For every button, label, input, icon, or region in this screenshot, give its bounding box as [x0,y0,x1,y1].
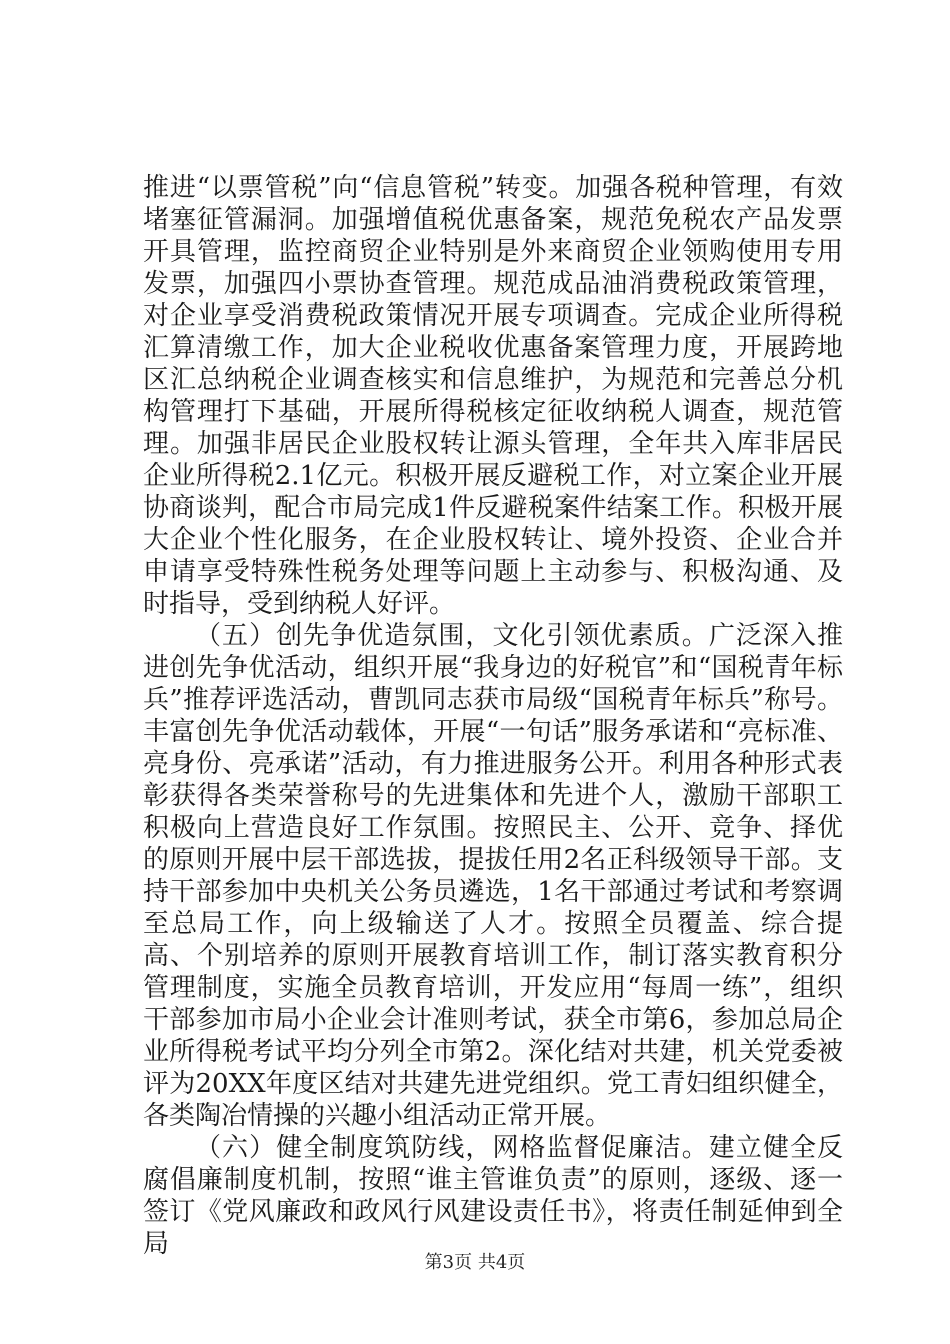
paragraph-tax-management: 推进“以票管税”向“信息管税”转变。加强各税种管理，有效堵塞征管漏洞。加强增值税优惠备案，规范免税农产品发票开具管理，监控商贸企业特别是外来商贸企业领购使用专用发票，加强四小票协查管理。规范成品油消费税政策管理，对企业享受消费税政策情况开展专项调查。完成企业所得税汇算清缴工作，加大企业税收优惠备案管理力度，开展跨地区汇总纳税企业调查核实和信息维护，为规范和完善总分机构管理打下基础，开展所得税核定征收纳税人调查，规范管理。加强非居民企业股权转让源头管理，全年共入库非居民企业所得税2.1亿元。积极开展反避税工作，对立案企业开展协商谈判，配合市局完成1件反避税案件结案工作。积极开展大企业个性化服务，在企业股权转让、境外投资、企业合并申请享受特殊性税务处理等问题上主动参与、积极沟通、及时指导，受到纳税人好评。 [143,173,843,619]
paragraph-section-five: （五）创先争优造氛围，文化引领优素质。广泛深入推进创先争优活动，组织开展“我身边的好税官”和“国税青年标兵”推荐评选活动，曹凯同志获市局级“国税青年标兵”称号。丰富创先争优活动载体，开展“一句话”服务承诺和“亮标准、亮身份、亮承诺”活动，有力推进服务公开。利用各种形式表彰获得各类荣誉称号的先进集体和先进个人，激励干部职工积极向上营造良好工作氛围。按照民主、公开、竞争、择优的原则开展中层干部选拔，提拔任用2名正科级领导干部。支持干部参加中央机关公务员遴选，1名干部通过考试和考察调至总局工作，向上级输送了人才。按照全员覆盖、综合提高、个别培养的原则开展教育培训工作，制订落实教育积分管理制度，实施全员教育培训，开发应用“每周一练”，组织干部参加市局小企业会计准则考试，获全市第6，参加总局企业所得税考试平均分列全市第2。深化结对共建，机关党委被评为20XX年度区结对共建先进党组织。党工青妇组织健全，各类陶冶情操的兴趣小组活动正常开展。 [143,621,843,1131]
page-number-footer: 第3页 共4页 [424,1252,526,1273]
document-body [143,172,843,1260]
paragraph-section-six: （六）健全制度筑防线，网格监督促廉洁。建立健全反腐倡廉制度机制，按照“谁主管谁负责”的原则，逐级、逐一签订《党风廉政和政风行风建设责任书》，将责任制延伸到全局 [143,1133,843,1259]
